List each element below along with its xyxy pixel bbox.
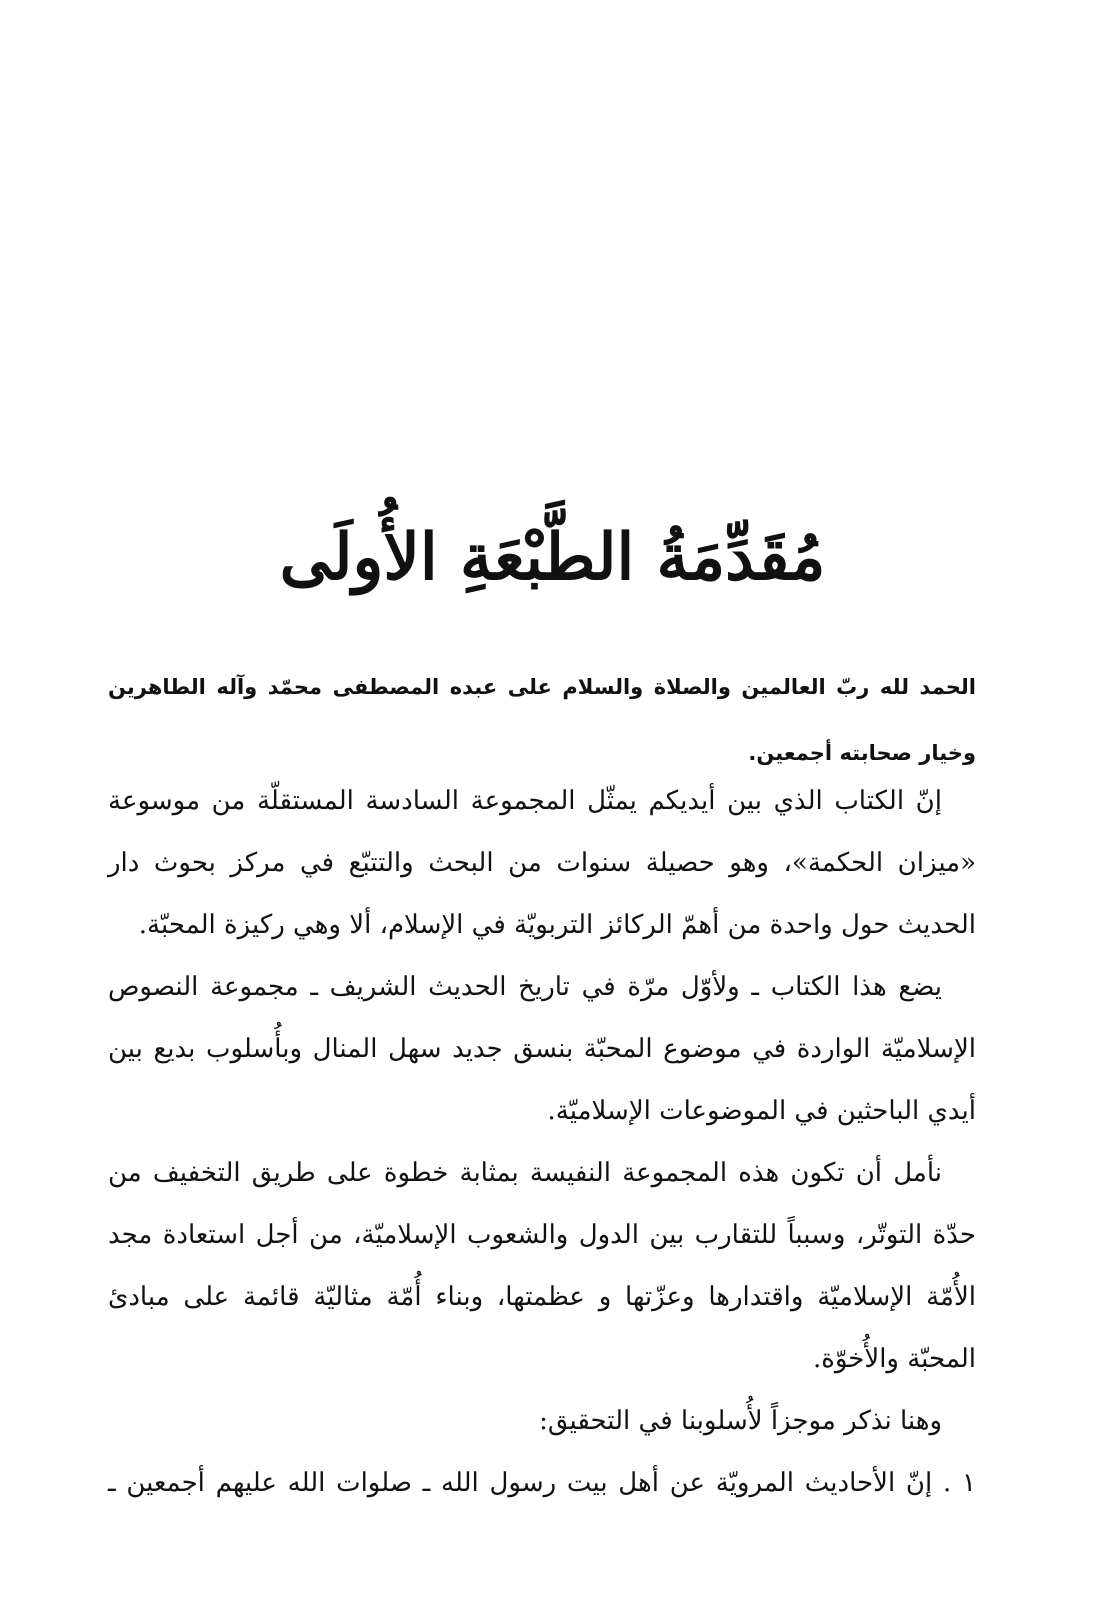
paragraph-4: وهنا نذكر موجزاً لأُسلوبنا في التحقيق: xyxy=(539,1406,942,1436)
numbered-item-1: ١ . إنّ الأحاديث المرويّة عن أهل بيت رسول الله ـ صلوات الله عليهم أجمعين ـ xyxy=(108,1468,976,1498)
paragraph-1: إنّ الكتاب الذي بين أيديكم يمثّل المجموعة السادسة المستقلّة من موسوعة «ميزان الحكمة»، وهو حصيلة سنوات من البحث والتتبّع في مركز بحوث دار الحديث حول واحدة من أهمّ الركائز التربويّة في الإسلام، ألا وهي ركيزة المحبّة. xyxy=(108,786,976,940)
page-title: مُقَدِّمَةُ الطَّبْعَةِ الأُولَى xyxy=(279,520,826,595)
paragraph-3: نأمل أن تكون هذه المجموعة النفيسة بمثابة خطوة على طريق التخفيف من حدّة التوتّر، وسبباً للتقارب بين الدول والشعوب الإسلاميّة، من أجل استعادة مجد الأُمّة الإسلاميّة واقتدارها وعزّتها و عظمتها، وبناء أُمّة مثاليّة قائمة على مبادئ المحبّة والأُخوّة. xyxy=(108,1158,976,1374)
paragraph-2: يضع هذا الكتاب ـ ولأوّل مرّة في تاريخ الحديث الشريف ـ مجموعة النصوص الإسلاميّة الواردة في موضوع المحبّة بنسق جديد سهل المنال وبأُسلوب بديع بين أيدي الباحثين في الموضوعات الإسلاميّة. xyxy=(108,972,976,1126)
opening-praise: الحمد لله ربّ العالمين والصلاة والسلام على عبده المصطفى محمّد وآله الطاهرين وخيار صحابته أجمعين. xyxy=(108,675,976,765)
body-text xyxy=(108,770,976,1514)
